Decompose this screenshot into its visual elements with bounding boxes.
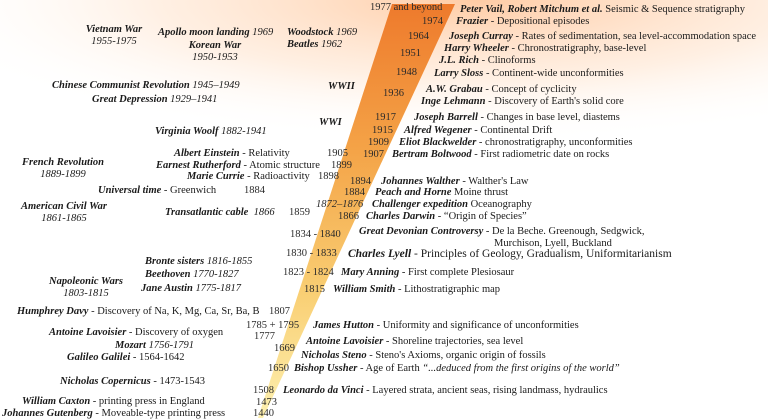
year-1977: 1977 and beyond — [370, 2, 443, 13]
history-curie: Marie Currie - Radioactivity — [187, 171, 310, 182]
geo-boltwood: Bertram Boltwood - First radiometric date on rocks — [392, 149, 610, 160]
year-1907: 1907 — [363, 149, 384, 160]
geo-blackwelder: Eliot Blackwelder - chronostratigraphy, unconformities — [399, 137, 633, 148]
geo-lyell: Charles Lyell - Principles of Geology, Gradualism, Uniformitarianism — [348, 248, 672, 260]
geo-rich: J.L. Rich - Clinoforms — [439, 55, 536, 66]
history-great-depression: Great Depression 1929–1941 — [92, 94, 218, 105]
history-copernicus: Nicholas Copernicus - 1473-1543 — [60, 376, 205, 387]
history-chinese-revolution: Chinese Communist Revolution 1945–1949 — [52, 80, 240, 91]
history-wwi: WWI — [319, 117, 342, 128]
year-1964: 1964 — [408, 31, 429, 42]
geo-curray: Joseph Curray - Rates of sedimentation, sea level-accommodation space — [449, 31, 757, 42]
year-1898: 1898 — [318, 171, 339, 182]
history-vietnam: Vietnam War 1955-1975 — [85, 24, 143, 47]
geo-frazier: Frazier - Depositional episodes — [456, 16, 590, 27]
year-1785-1795: 1785 + 1795 — [246, 320, 300, 331]
geo-hutton: James Hutton - Uniformity and significance of unconformities — [313, 320, 579, 331]
year-1894: 1894 — [350, 176, 371, 187]
history-lavoisier: Antoine Lavoisier - Discovery of oxygen — [49, 327, 224, 338]
year-1669: 1669 — [274, 343, 295, 354]
year-1936: 1936 — [383, 88, 404, 99]
geo-steno: Nicholas Steno - Steno's Axioms, organic origin of fossils — [301, 350, 546, 361]
history-caxton: William Caxton - printing press in England — [22, 396, 205, 407]
year-1905: 1905 — [327, 148, 348, 159]
geo-smith: William Smith - Lithostratigraphic map — [333, 284, 501, 295]
year-1951: 1951 — [400, 48, 421, 59]
year-1834-1840: 1834 - 1840 — [290, 229, 341, 240]
history-galileo: Galileo Galilei - 1564-1642 — [67, 352, 185, 363]
geo-walther: Johannes Walther - Walther's Law — [381, 176, 529, 187]
year-1948: 1948 — [396, 67, 417, 78]
history-transatlantic-cable: Transatlantic cable 1866 — [165, 207, 275, 218]
geo-vail: Peter Vail, Robert Mitchum et al. Seismic & Sequence stratigraphy — [460, 4, 745, 15]
geo-barrell: Joseph Barrell - Changes in base level, diastems — [414, 112, 620, 123]
geo-lehmann: Inge Lehmann - Discovery of Earth's solid core — [421, 96, 624, 107]
year-1974: 1974 — [422, 16, 443, 27]
geo-devonian: Great Devonian Controversy - De la Beche. Greenough, Sedgwick, — [359, 226, 645, 237]
year-1909: 1909 — [368, 137, 389, 148]
geo-grabau: A.W. Grabau - Concept of cyclicity — [426, 84, 577, 95]
geo-devonian-names: Murchison, Lyell, Buckland — [494, 238, 612, 249]
history-rutherford: Earnest Rutherford - Atomic structure — [156, 160, 320, 171]
year-1899: 1899 — [331, 160, 352, 171]
year-1884-greenwich: 1884 — [244, 185, 265, 196]
geo-challenger: Challenger expedition Oceanography — [372, 199, 532, 210]
year-1777: 1777 — [254, 331, 275, 342]
history-universal-time: Universal time - Greenwich — [98, 185, 217, 196]
history-american-civil-war: American Civil War 1861-1865 — [21, 201, 107, 224]
year-1872-1876: 1872–1876 — [316, 199, 364, 210]
year-1508: 1508 — [253, 385, 274, 396]
geo-wheeler: Harry Wheeler - Chronostratigraphy, base-level — [444, 43, 647, 54]
year-1915: 1915 — [372, 125, 393, 136]
geo-peach-horne: Peach and Horne Moine thrust — [375, 187, 509, 198]
year-1884-peach: 1884 — [344, 187, 365, 198]
year-1650: 1650 — [268, 363, 289, 374]
history-gutenberg: Johannes Gutenberg - Moveable-type printing press — [2, 408, 226, 419]
year-1807: 1807 — [269, 306, 290, 317]
history-bronte: Bronte sisters 1816-1855 — [145, 256, 253, 267]
year-1830-1833: 1830 - 1833 — [286, 248, 337, 259]
history-austen: Jane Austin 1775-1817 — [141, 283, 241, 294]
history-davy: Humphrey Davy - Discovery of Na, K, Mg, Ca, Sr, Ba, B — [17, 306, 260, 317]
geo-darwin: Charles Darwin - “Origin of Species” — [366, 211, 527, 222]
history-wwii: WWII — [328, 81, 355, 92]
year-1440: 1440 — [253, 408, 274, 419]
year-1917: 1917 — [375, 112, 396, 123]
history-woodstock: Woodstock 1969 — [287, 27, 358, 38]
history-korean: Korean War 1950-1953 — [188, 40, 242, 63]
year-1866: 1859 — [289, 207, 310, 218]
geo-anning: Mary Anning - First complete Plesiosaur — [341, 267, 515, 278]
year-1473: 1473 — [256, 397, 277, 408]
history-beatles: Beatles 1962 — [287, 39, 343, 50]
history-french-revolution: French Revolution 1889-1899 — [22, 157, 104, 180]
year-1859: 1866 — [338, 211, 359, 222]
geo-lavoisier-shoreline: Antoine Lavoisier - Shoreline trajectories, sea level — [306, 336, 524, 347]
history-mozart: Mozart 1756-1791 — [115, 340, 195, 351]
history-einstein: Albert Einstein - Relativity — [174, 148, 290, 159]
history-beethoven: Beethoven 1770-1827 — [145, 269, 239, 280]
history-napoleonic-wars: Napoleonic Wars 1803-1815 — [49, 276, 123, 299]
year-1815: 1815 — [304, 284, 325, 295]
history-virginia-woolf: Virginia Woolf 1882-1941 — [155, 126, 267, 137]
geo-davinci: Leonardo da Vinci - Layered strata, ancient seas, rising landmass, hydraulics — [283, 385, 608, 396]
year-1823-1824: 1823 - 1824 — [283, 267, 334, 278]
geo-wegener: Alfred Wegener - Continental Drift — [404, 125, 553, 136]
geo-ussher: Bishop Ussher - Age of Earth “...deduced from the first origins of the world” — [294, 363, 620, 374]
history-apollo: Apollo moon landing 1969 — [158, 27, 274, 38]
geo-sloss: Larry Sloss - Continent-wide unconformities — [434, 68, 624, 79]
